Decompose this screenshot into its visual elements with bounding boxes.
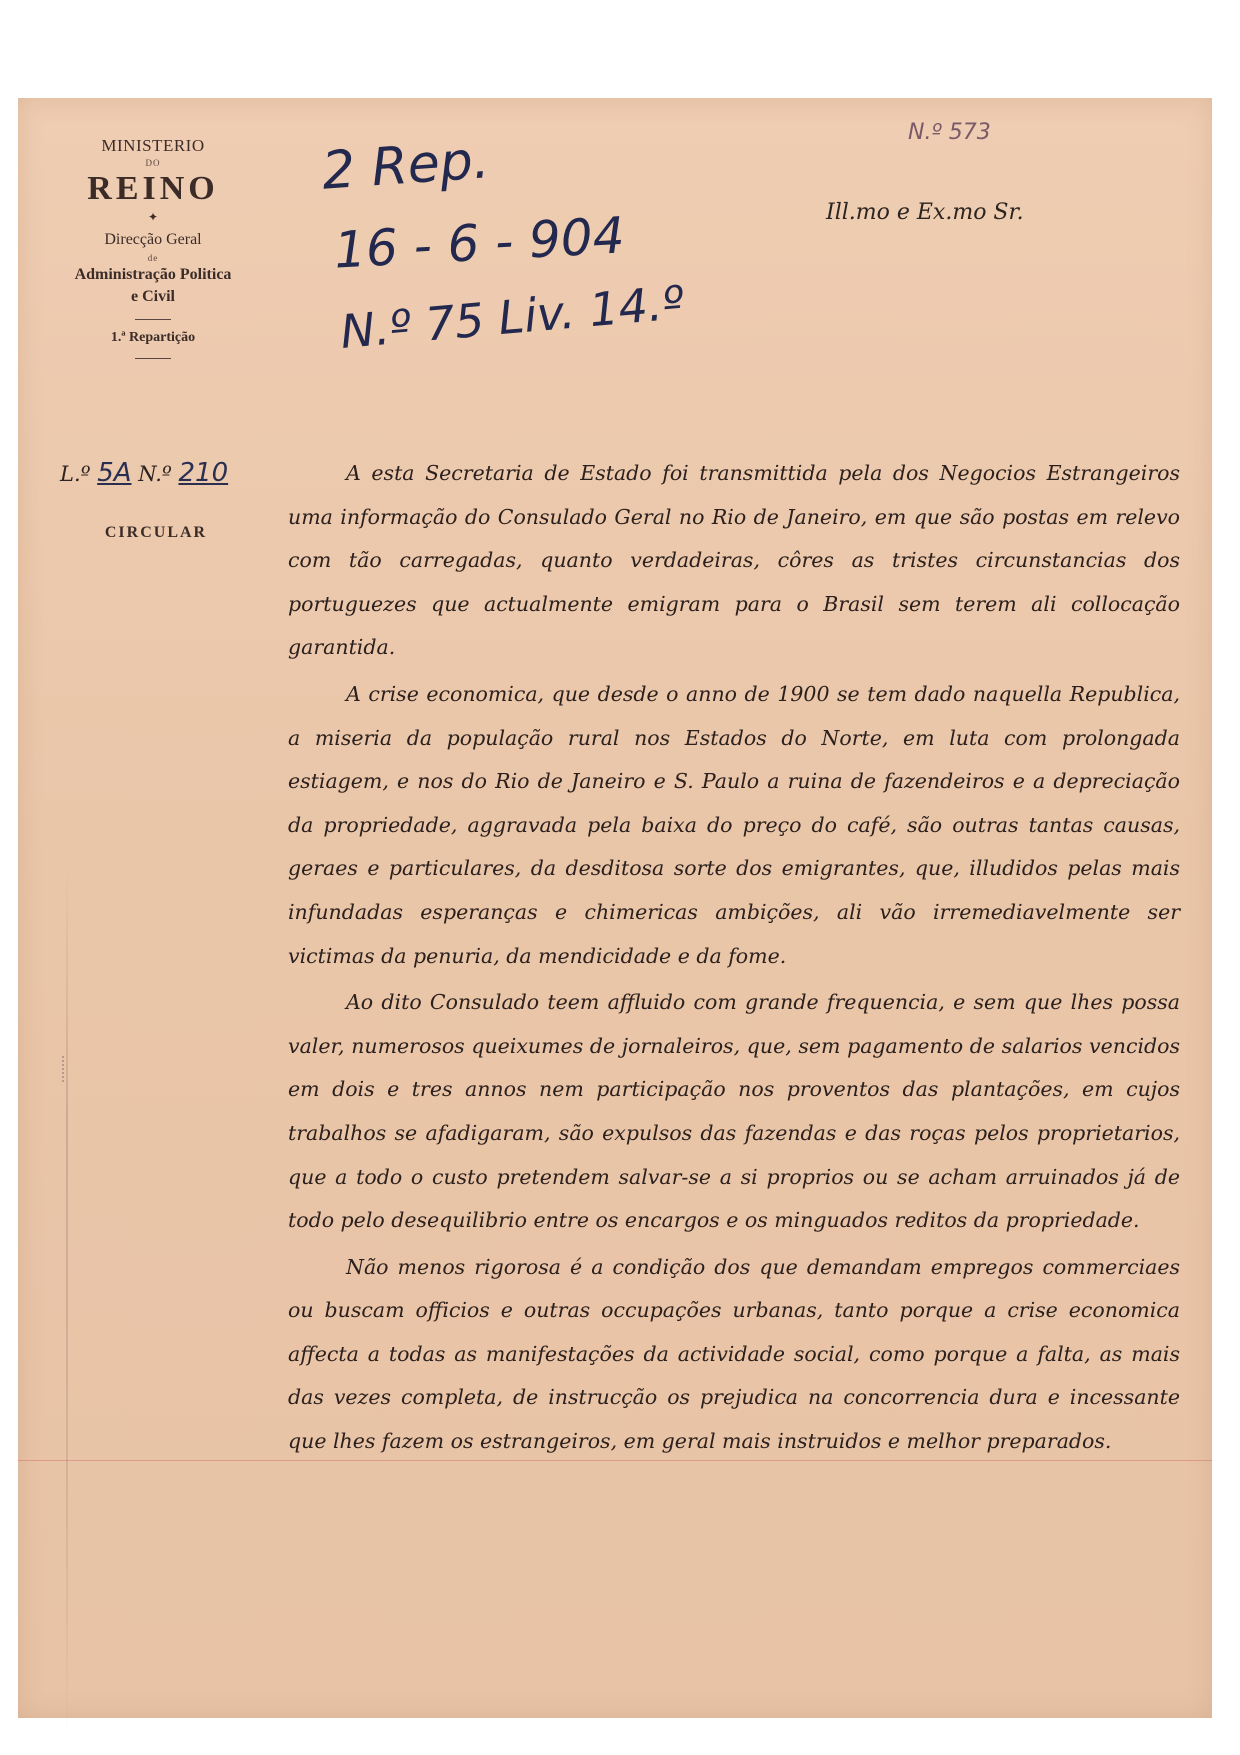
- ministry-title: MINISTERIO: [101, 136, 205, 155]
- salutation: Ill.mo e Ex.mo Sr.: [826, 200, 1024, 225]
- letter-body: [288, 452, 1180, 1467]
- livro-numero-line: [60, 458, 260, 488]
- divider: [135, 358, 171, 359]
- circular-label: CIRCULAR: [104, 524, 208, 541]
- letterhead: [58, 130, 248, 369]
- livro-prefix: L.º: [60, 462, 91, 486]
- paragraph-4: Não menos rigorosa é a condição dos que demandam empregos commerciaes ou buscam officios e outras occupações urbanas, tanto porque a crise economica affecta a todas as manifestações da actividade social, como porque a falta, as mais das vezes completa, de instrucção os prejudica na concorrencia dura e incessante que lhes fazem os estrangeiros, em geral mais instruidos e melhor preparados.: [288, 1254, 1180, 1454]
- administracao-line-1: Administração Politica: [74, 266, 232, 283]
- direccao-de: de: [147, 253, 159, 263]
- divider: [135, 319, 171, 320]
- administracao-line-2: e Civil: [131, 288, 175, 305]
- top-number-note: N.º 573: [908, 120, 991, 145]
- numero-prefix: N.º: [138, 462, 172, 486]
- stray-mark: [62, 1056, 74, 1082]
- ornament-icon: ✦: [147, 210, 159, 224]
- paragraph-3: Ao dito Consulado teem affluido com grande frequencia, e sem que lhes possa valer, numerosos queixumes de jornaleiros, que, sem pagamento de salarios vencidos em dois e tres annos nem participação nos proventos das plantações, em cujos trabalhos se afadigaram, são expulsos das fazendas e das roças pelos proprietarios, que a todo o custo pretendem salvar-se a si proprios ou se acham arruinados já de todo pelo desequilibrio entre os encargos e os minguados reditos da propriedade.: [288, 990, 1180, 1233]
- paper-crease: [66, 858, 68, 1738]
- reparticao: 1.ª Repartição: [110, 330, 196, 345]
- direccao-geral: Direcção Geral: [104, 231, 202, 248]
- livro-value: 5A: [97, 458, 132, 488]
- ministry-do: DO: [145, 158, 161, 168]
- handwritten-note-1: 2 Rep.: [320, 130, 492, 202]
- red-rule-line: [18, 1460, 1212, 1461]
- handwritten-date: 16 - 6 - 904: [332, 206, 626, 280]
- paragraph-1: A esta Secretaria de Estado foi transmittida pela dos Negocios Estrangeiros uma informação do Consulado Geral no Rio de Janeiro, em que são postas em relevo com tão carregadas, quanto verdadeiras, côres as tristes circunstancias dos portuguezes que actualmente emigram para o Brasil sem terem ali collocação garantida.: [288, 461, 1180, 660]
- numero-value: 210: [178, 458, 229, 488]
- reino-title: REINO: [87, 170, 219, 207]
- handwritten-note-3: N.º 75 Liv. 14.º: [338, 275, 687, 359]
- paragraph-2: A crise economica, que desde o anno de 1900 se tem dado naquella Republica, a miseria da população rural nos Estados do Norte, em luta com prolongada estiagem, e nos do Rio de Janeiro e S. Paulo a ruina de fazendeiros e a depreciação da propriedade, aggravada pela baixa do preço do café, são outras tantas causas, geraes e particulares, da desditosa sorte dos emigrantes, que, illudidos pelas mais infundadas esperanças e chimericas ambições, ali vão irremediavelmente ser victimas da penuria, da mendicidade e da fome.: [288, 681, 1180, 968]
